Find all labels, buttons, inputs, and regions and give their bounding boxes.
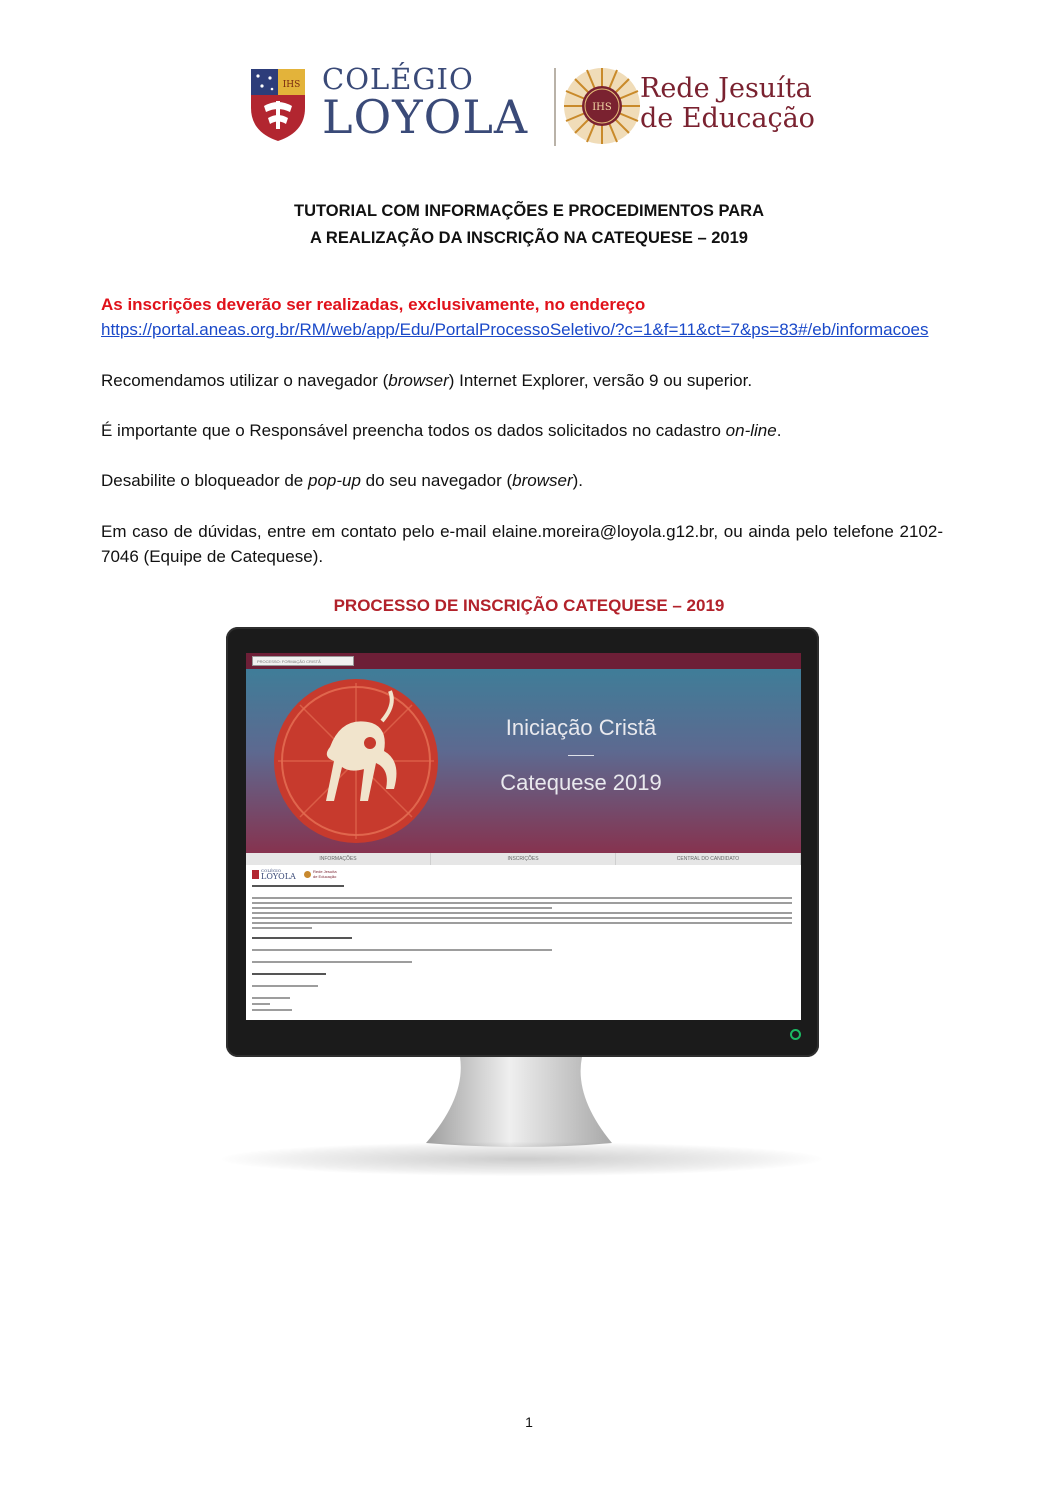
mini-seal-icon [304, 871, 311, 878]
logo-divider [554, 68, 556, 146]
lamb-emblem-icon [272, 677, 440, 845]
loyola-wordmark [322, 62, 529, 144]
popup-text-pre: Desabilite o bloqueador de [101, 471, 308, 490]
portal-banner [246, 669, 801, 853]
content-line [252, 912, 792, 914]
popup-text-post: ). [572, 471, 583, 490]
content-line [252, 985, 318, 987]
browser-text-em: browser [388, 371, 449, 390]
mini-brand-big: LOYOLA [261, 872, 296, 881]
portal-content [246, 865, 801, 1020]
process-dropdown[interactable]: PROCESSO: FORMAÇÃO CRISTÃ [252, 656, 354, 666]
popup-paragraph [101, 468, 943, 493]
content-line [252, 949, 552, 951]
network-line1: Rede Jesuíta [640, 73, 812, 104]
network-line2: de Educação [640, 103, 815, 134]
content-line [252, 973, 326, 975]
banner-line1: Iniciação Cristã [505, 715, 657, 740]
power-button-icon[interactable] [790, 1029, 801, 1040]
content-line [252, 922, 792, 924]
svg-text:IHS: IHS [592, 102, 612, 113]
document-title [0, 198, 1058, 252]
header-logos [248, 62, 828, 152]
mini-rede-logo [304, 869, 339, 879]
network-wordmark [640, 74, 815, 134]
popup-text-em2: browser [512, 471, 573, 490]
monitor-frame [226, 627, 819, 1057]
mini-brand-small: COLÉGIO [261, 868, 281, 873]
content-line [252, 997, 290, 999]
content-line [252, 1009, 292, 1011]
jesuit-seal-icon [562, 66, 642, 146]
title-line1: TUTORIAL COM INFORMAÇÕES E PROCEDIMENTOS PARA [294, 202, 764, 220]
portal-topbar [246, 653, 801, 669]
mini-shield-icon [252, 870, 259, 879]
banner-line2: Catequese 2019 [500, 770, 662, 795]
page-number: 1 [525, 1414, 533, 1430]
tab-informacoes[interactable]: INFORMAÇÕES [246, 853, 431, 865]
popup-text-em: pop-up [307, 471, 361, 490]
fill-text-em: on-line [725, 421, 777, 440]
content-line [252, 927, 312, 929]
fill-paragraph [101, 418, 943, 443]
browser-text-post: ) Internet Explorer, versão 9 ou superior. [448, 371, 753, 390]
content-line [252, 961, 412, 963]
brand-big: LOYOLA [322, 90, 529, 144]
stand-shadow [222, 1142, 822, 1176]
monitor-screen [246, 653, 801, 1020]
content-line [252, 902, 792, 904]
svg-text:IHS: IHS [282, 80, 301, 90]
tab-central-candidato[interactable]: CENTRAL DO CANDIDATO [616, 853, 801, 865]
content-line [252, 917, 792, 919]
browser-paragraph [101, 368, 943, 393]
registration-link[interactable]: https://portal.aneas.org.br/RM/web/app/Edu/PortalProcessoSeletivo/?c=1&f=11&ct=7&ps=83#/eb/informacoes [101, 320, 929, 339]
content-line [252, 907, 552, 909]
brand-small: COLÉGIO [322, 62, 474, 96]
notice-block [101, 292, 943, 342]
fill-text-pre: É importante que o Responsável preencha todos os dados solicitados no cadastro [101, 421, 726, 440]
content-line [252, 1003, 270, 1005]
popup-text-mid: do seu navegador ( [360, 471, 513, 490]
monitor-stand [422, 1057, 617, 1149]
fill-text-post: . [776, 421, 782, 440]
contact-paragraph: Em caso de dúvidas, entre em contato pelo e-mail elaine.moreira@loyola.g12.br, ou ainda pelo telefone 2102-7046 (Equipe de Catequese). [101, 522, 943, 566]
portal-tabs [246, 853, 801, 865]
content-line [252, 885, 344, 887]
browser-text-pre: Recomendamos utilizar o navegador ( [101, 371, 389, 390]
loyola-shield-icon [250, 68, 306, 142]
notice-text: As inscrições deverão ser realizadas, exclusivamente, no endereço [101, 295, 646, 314]
title-line2: A REALIZAÇÃO DA INSCRIÇÃO NA CATEQUESE – 2019 [310, 229, 748, 247]
content-line [252, 937, 352, 939]
content-line [252, 897, 792, 899]
banner-separator [568, 755, 594, 756]
mini-loyola-logo [252, 869, 296, 880]
banner-heading [496, 715, 666, 796]
section-title: PROCESSO DE INSCRIÇÃO CATEQUESE – 2019 [333, 596, 725, 615]
tab-inscricoes[interactable]: INSCRIÇÕES [431, 853, 616, 865]
mini-rede-text: Rede Jesuíta de Educação [313, 869, 337, 879]
